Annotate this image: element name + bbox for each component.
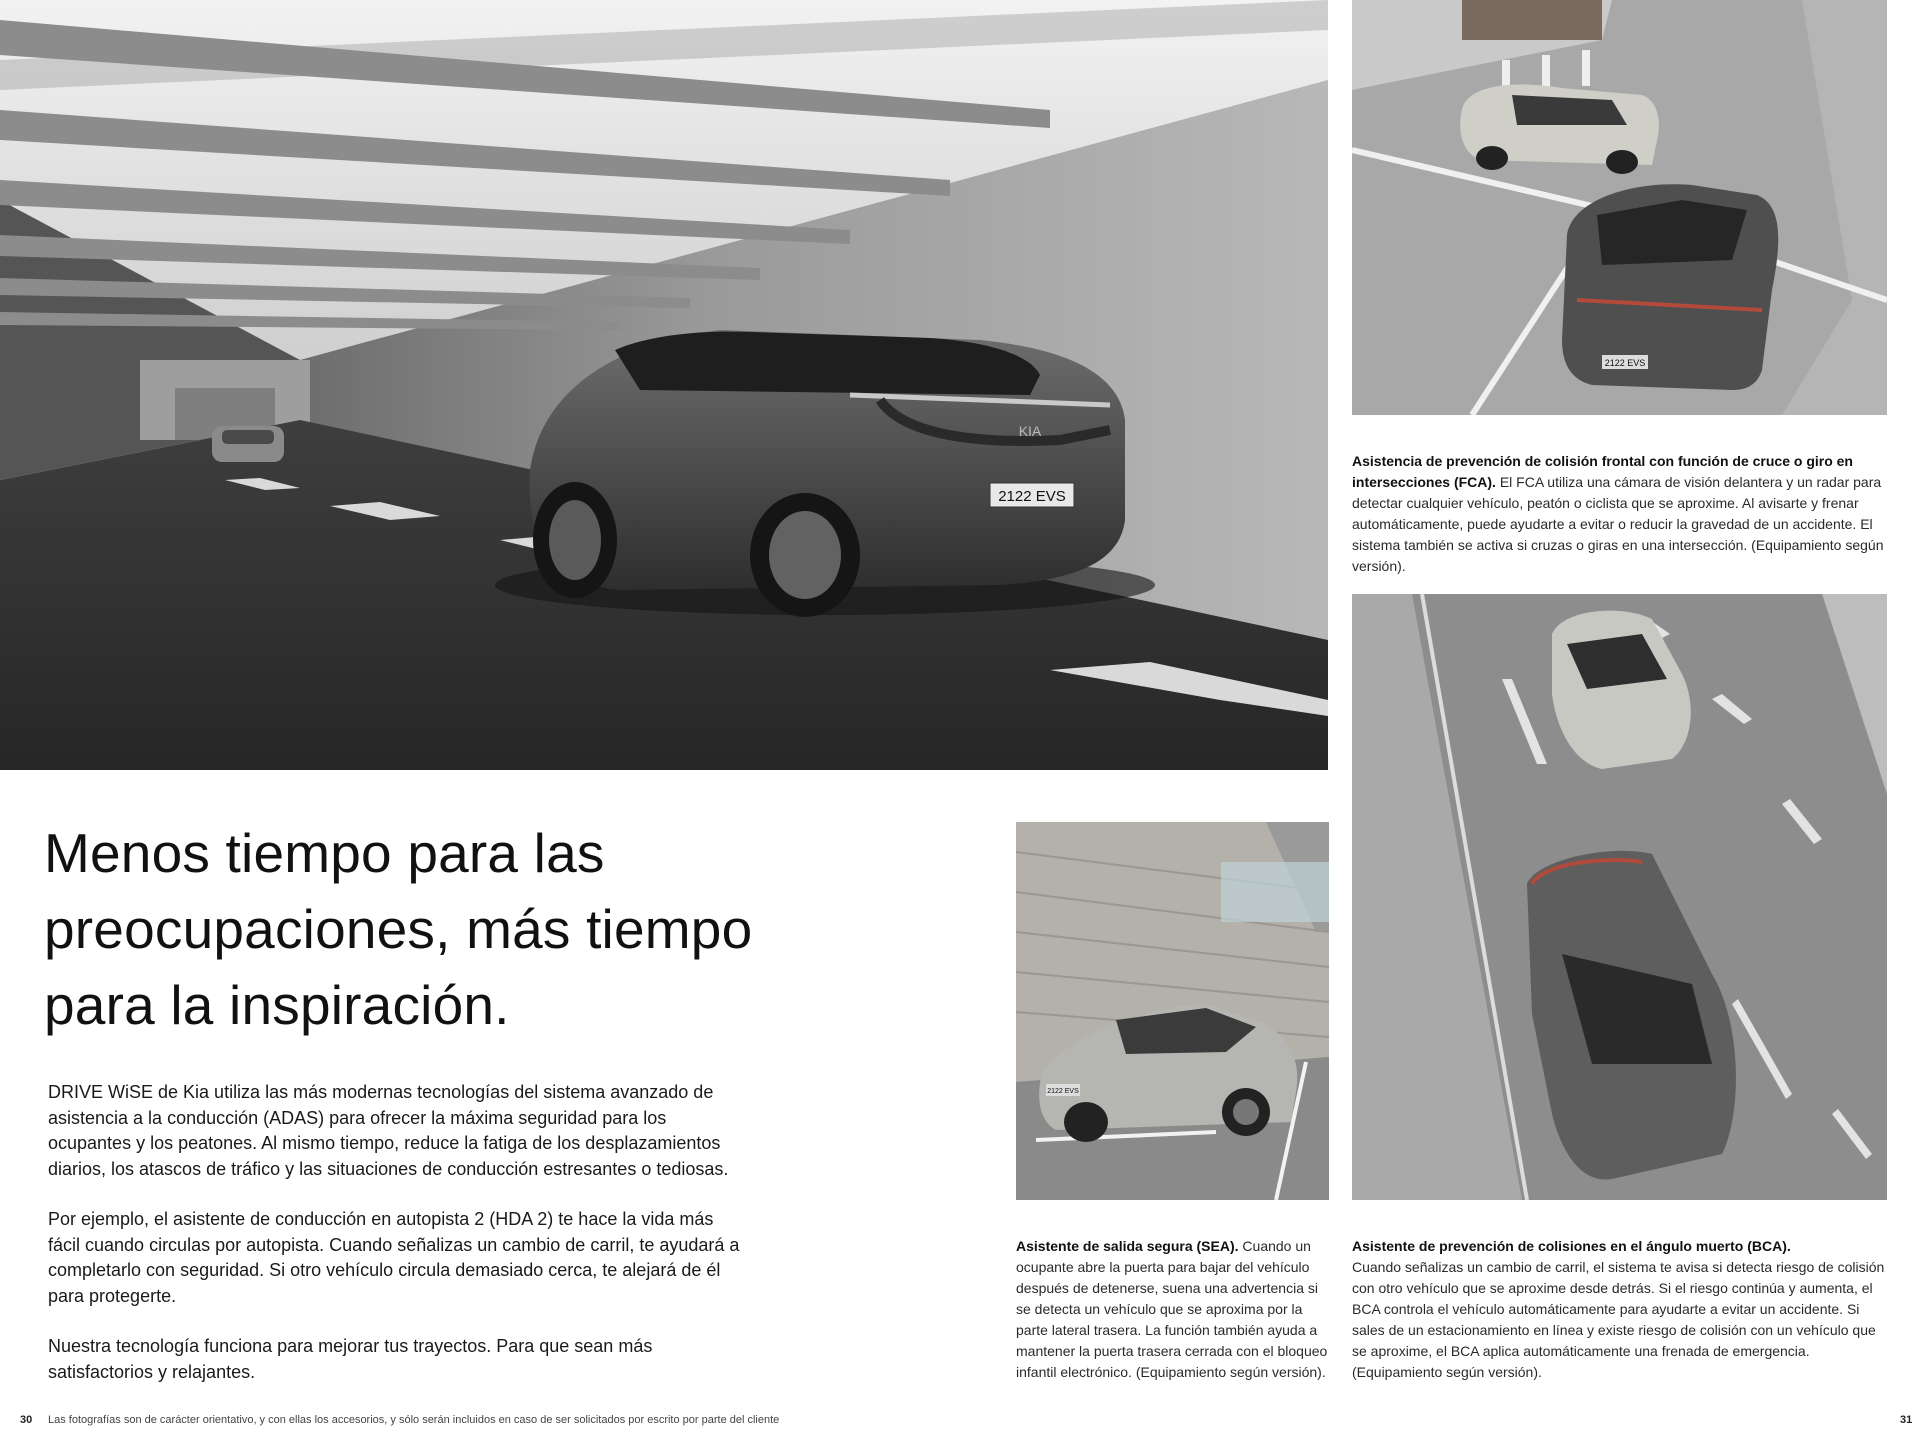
- hero-photo-tunnel: [0, 0, 1328, 770]
- caption-fca-title: Asistencia de prevención de colisión frontal con función de cruce o giro en intersecciones (FCA).: [1352, 453, 1853, 490]
- kia-logo: KIA: [1018, 423, 1042, 439]
- parking-scene: [1016, 822, 1329, 1200]
- hero-car: [495, 330, 1155, 617]
- caption-fca: [1352, 451, 1887, 577]
- bca-photo-highway: [1352, 594, 1887, 1200]
- sea-photo-parking: [1016, 822, 1329, 1200]
- body-paragraph-2: Por ejemplo, el asistente de conducción en autopista 2 (HDA 2) te hace la vida más fácil cuando circulas por autopista. Cuando señalizas un cambio de carril, te ayudará a completarlo con seguridad. Si otro vehículo circula demasiado cerca, te alejará de él para protegerte.: [48, 1209, 740, 1306]
- fca-car-dark: [1562, 184, 1778, 390]
- caption-sea-title: Asistente de salida segura (SEA).: [1016, 1238, 1239, 1254]
- fca-plate: 2122 EVS: [1604, 358, 1646, 368]
- caption-sea-text: Cuando un ocupante abre la puerta para bajar del vehículo después de detenerse, suena una advertencia si se detecta un vehículo que se aproxima por la parte lateral trasera. La función también ayuda a mantener la puerta trasera cerrada con el bloqueo infantil electrónico. (Equipamiento según versión).: [1016, 1238, 1328, 1380]
- page-number-left: 30: [20, 1414, 33, 1426]
- headline-line-3: para la inspiración.: [44, 974, 510, 1036]
- page-headline: [44, 815, 804, 1043]
- tunnel-scene: [0, 0, 1328, 770]
- caption-bca-text: Cuando señalizas un cambio de carril, el sistema te avisa si detecta riesgo de colisión con otro vehículo que se aproxime desde detrás. Si el riesgo continúa y aumenta, el BCA controla el vehículo automáticamente para ayudarte a evitar un accidente. Si sales de un estacionamiento en línea y existe riesgo de colisión con un vehículo que se aproxime, el BCA aplica automáticamente una frenada de emergencia. (Equipamiento según versión).: [1352, 1259, 1885, 1380]
- body-paragraph-1: DRIVE WiSE de Kia utiliza las más modernas tecnologías del sistema avanzado de asistencia a la conducción (ADAS) para ofrecer la máxima seguridad para los ocupantes y los peatones. Al mismo tiempo, reduce la fatiga de los desplazamientos diarios, los atascos de tráfico y las situaciones de conducción estresantes o tediosas.: [48, 1082, 729, 1179]
- distant-car: [212, 426, 284, 462]
- caption-sea: [1016, 1236, 1334, 1383]
- fca-photo-intersection: [1352, 0, 1887, 415]
- body-copy: [48, 1080, 748, 1410]
- caption-fca-text: El FCA utiliza una cámara de visión delantera y un radar para detectar cualquier vehículo, peatón o ciclista que se aproxime. Al avisarte y frenar automáticamente, puede ayudarte a evitar o reducir la gravedad de un accidente. El sistema también se activa si cruzas o giras en una intersección. (Equipamiento según versión).: [1352, 474, 1884, 574]
- caption-bca-title: Asistente de prevención de colisiones en el ángulo muerto (BCA).: [1352, 1238, 1791, 1254]
- hero-plate: 2122 EVS: [998, 488, 1066, 505]
- highway-scene: [1352, 594, 1887, 1200]
- page-number-right: 31: [1900, 1414, 1913, 1426]
- headline-line-1: Menos tiempo para las: [44, 822, 605, 884]
- intersection-scene: [1352, 0, 1887, 415]
- headline-line-2: preocupaciones, más tiempo: [44, 898, 753, 960]
- sea-plate: 2122 EVS: [1047, 1088, 1079, 1095]
- footer-disclaimer: Las fotografías son de carácter orientativo, y con ellas los accesorios, y sólo serán incluidos en caso de ser solicitados por escrito por parte del cliente: [48, 1414, 780, 1426]
- caption-bca: [1352, 1236, 1887, 1383]
- body-paragraph-3: Nuestra tecnología funciona para mejorar tus trayectos. Para que sean más satisfactorios y relajantes.: [48, 1336, 653, 1382]
- fca-car-white: [1460, 84, 1659, 174]
